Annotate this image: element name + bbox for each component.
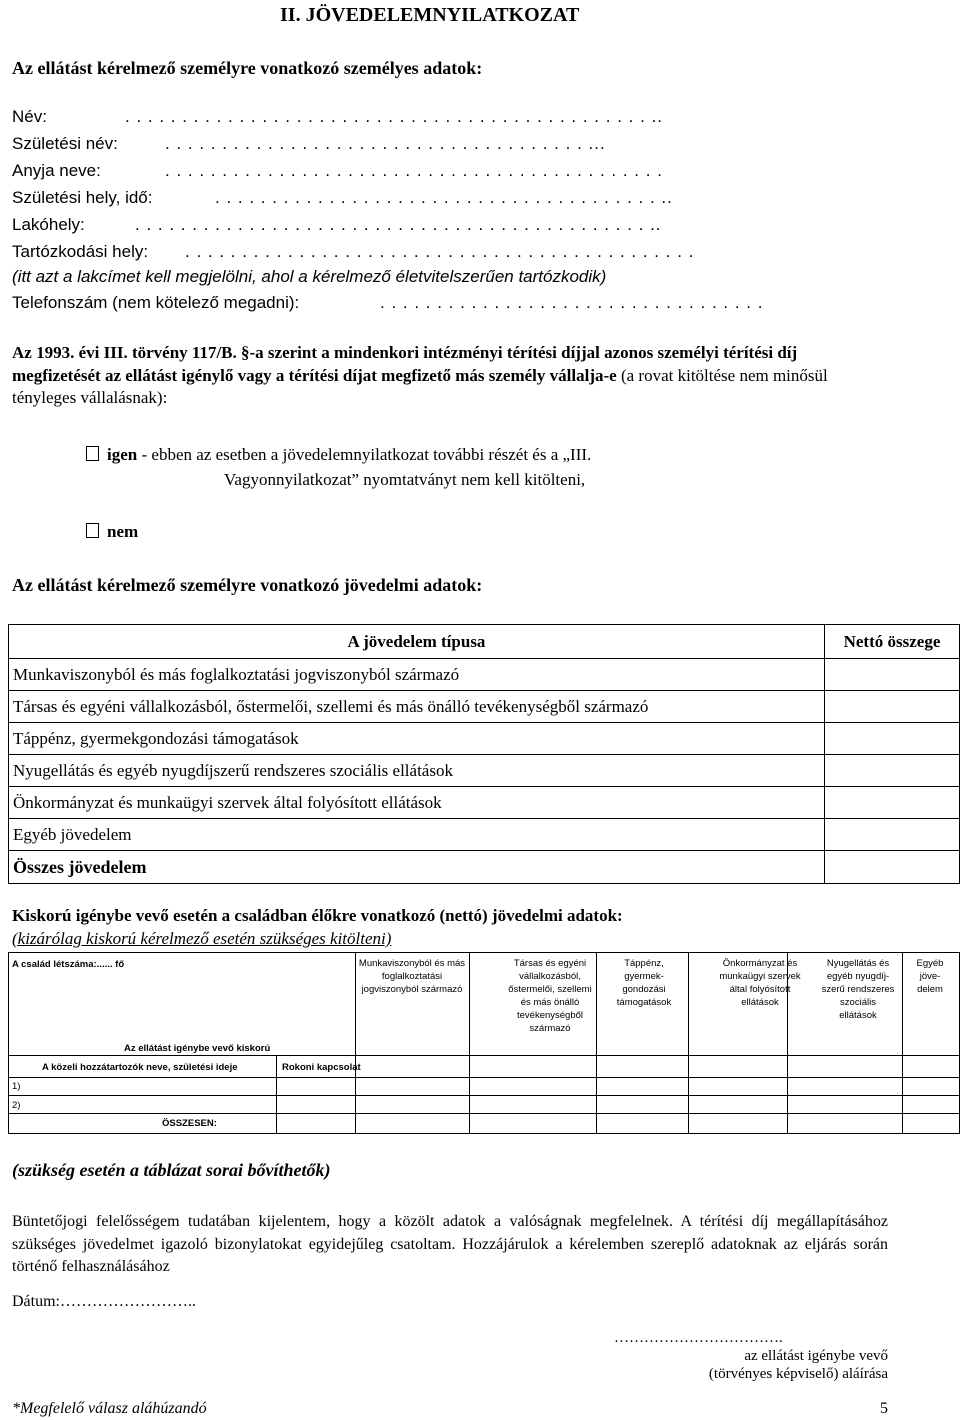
minor-heading: Kiskorú igénybe vevő esetén a családban élőkre vonatkozó (nettó) jövedelmi adatok:: [12, 906, 623, 925]
date-dots: ……………………..: [60, 1293, 196, 1310]
net-amount-cell[interactable]: [825, 723, 960, 755]
law-normal-text: (a rovat kitöltése nem minősül tényleges vállalásnak):: [12, 365, 828, 407]
birth-place-dots: . . . . . . . . . . . . . . . . . . . . . . . . . . . . . . . . . . . . . . . ..: [215, 188, 673, 207]
declaration-text: Büntetőjogi felelősségem tudatában kijelentem, hogy a közölt adatok a valóságnak megfelelnek. A térítési díj megállapításához szükséges jövedelmet igazoló bizonylatokat egyidejűleg csatoltam. Hozzájárulok a kérelemben szereplő adatoknak az eljárás során történő felhasználásához: [12, 1213, 888, 1275]
address-note: (itt azt a lakcímet kell megjelölni, ahol a kérelmező életvitelszerűen tartózkodik): [12, 267, 607, 286]
total-amount-cell[interactable]: [825, 851, 960, 884]
row-number-1: 1): [12, 1081, 21, 1092]
mother-name-dots: . . . . . . . . . . . . . . . . . . . . . . . . . . . . . . . . . . . . . . . . . . . .: [165, 161, 663, 180]
signature-line2: (törvényes képviselő) aláírása: [708, 1366, 888, 1382]
extend-note: (szükség esetén a táblázat sorai bővíthetők): [12, 1160, 331, 1180]
minor-col-pension: Nyugellátás és egyéb nyugdíj-szerű rendszeres szociális ellátások: [821, 958, 895, 1021]
mother-name-field[interactable]: [12, 160, 663, 181]
birth-place-field[interactable]: [12, 187, 673, 208]
birth-place-label: Születési hely, idő:: [12, 188, 153, 207]
row-number-2: 2): [12, 1100, 21, 1111]
net-amount-cell[interactable]: [825, 819, 960, 851]
no-label: nem: [107, 522, 139, 541]
net-amount-cell[interactable]: [825, 755, 960, 787]
signature-line1: az ellátást igénybe vevő: [744, 1348, 888, 1364]
residence-field[interactable]: [12, 214, 662, 235]
table-row: [9, 755, 960, 787]
mother-name-label: Anyja neve:: [12, 161, 101, 180]
net-amount-cell[interactable]: [825, 691, 960, 723]
minor-col-employment: Munkaviszonyból és más foglalkoztatási jogviszonyból származó: [358, 958, 466, 995]
income-type-cell: Munkaviszonyból és más foglalkoztatási jogviszonyból származó: [9, 659, 825, 691]
minor-total-label: ÖSSZESEN:: [162, 1118, 217, 1129]
relation-label: Rokoni kapcsolat: [282, 1062, 361, 1073]
table-row: [9, 691, 960, 723]
birth-name-label: Születési név:: [12, 134, 118, 153]
income-type-cell: Táppénz, gyermekgondozási támogatások: [9, 723, 825, 755]
yes-text: - ebben az esetben a jövedelemnyilatkozat további részét és a „III.: [137, 445, 592, 464]
income-type-cell: Önkormányzat és munkaügyi szervek által folyósított ellátások: [9, 787, 825, 819]
name-field[interactable]: [12, 106, 663, 127]
personal-data-heading: Az ellátást kérelmező személyre vonatkozó személyes adatok:: [12, 58, 483, 78]
law-paragraph: [12, 342, 847, 410]
table-row: [9, 723, 960, 755]
birth-name-field[interactable]: [12, 133, 606, 154]
household-unit: fő: [115, 959, 125, 970]
table-row: [9, 819, 960, 851]
option-no[interactable]: [86, 522, 138, 542]
household-size[interactable]: [12, 958, 124, 971]
name-dots: . . . . . . . . . . . . . . . . . . . . . . . . . . . . . . . . . . . . . . . . . . . . . . ..: [125, 107, 663, 126]
relatives-label: A közeli hozzátartozók neve, születési ideje: [42, 1062, 238, 1073]
net-amount-cell[interactable]: [825, 787, 960, 819]
income-type-cell: Egyéb jövedelem: [9, 819, 825, 851]
household-dots: ......: [96, 959, 113, 970]
phone-field[interactable]: [12, 292, 764, 313]
minor-col-enterprise: Társas és egyéni vállalkozásból, őstermelői, szellemi és más önálló tevékenységből származó: [508, 958, 592, 1034]
phone-dots: . . . . . . . . . . . . . . . . . . . . . . . . . . . . . . . . . .: [380, 293, 764, 312]
total-income-label: Összes jövedelem: [9, 851, 825, 884]
minor-col-municipal: Önkormányzat és munkaügyi szervek által folyósított ellátások: [719, 958, 801, 1008]
income-type-cell: Társas és egyéni vállalkozásból, őstermelői, szellemi és más önálló tevékenységből származó: [9, 691, 825, 723]
option-yes[interactable]: [86, 445, 591, 465]
stay-place-dots: . . . . . . . . . . . . . . . . . . . . . . . . . . . . . . . . . . . . . . . . . . . . .: [185, 242, 695, 261]
footnote: *Megfelelő válasz aláhúzandó: [12, 1400, 207, 1417]
income-type-cell: Nyugellátás és egyéb nyugdíjszerű rendszeres szociális ellátások: [9, 755, 825, 787]
date-field[interactable]: [12, 1293, 196, 1311]
page-title: II. JÖVEDELEMNYILATKOZAT: [280, 4, 580, 26]
page-number: 5: [880, 1400, 888, 1417]
income-heading: Az ellátást kérelmező személyre vonatkozó jövedelmi adatok:: [12, 575, 483, 595]
birth-name-dots: . . . . . . . . . . . . . . . . . . . . . . . . . . . . . . . . . . . . . ...: [165, 134, 606, 153]
table-row: [9, 659, 960, 691]
household-label: A család létszáma:: [12, 959, 97, 970]
minor-child-label: Az ellátást igénybe vevő kiskorú: [124, 1043, 271, 1054]
minor-col-other: Egyéb jöve-delem: [916, 958, 944, 995]
income-type-header: A jövedelem típusa: [9, 625, 825, 659]
income-table: [8, 624, 960, 884]
yes-text-continued: Vagyonnyilatkozat” nyomtatványt nem kell kitölteni,: [224, 470, 586, 489]
table-row: [9, 787, 960, 819]
signature-dots[interactable]: …………………………….: [614, 1330, 783, 1346]
income-header-row: [9, 625, 960, 659]
residence-label: Lakóhely:: [12, 215, 85, 234]
minor-subheading: (kizárólag kiskorú kérelmező esetén szükséges kitölteni): [12, 929, 392, 948]
net-amount-header: Nettó összege: [825, 625, 960, 659]
yes-checkbox[interactable]: [86, 446, 99, 461]
name-label: Név:: [12, 107, 47, 126]
stay-place-field[interactable]: [12, 241, 695, 262]
net-amount-cell[interactable]: [825, 659, 960, 691]
yes-label: igen: [107, 445, 138, 464]
phone-label: Telefonszám (nem kötelező megadni):: [12, 293, 300, 312]
date-label: Dátum:: [12, 1293, 60, 1310]
total-row: [9, 851, 960, 884]
residence-dots: . . . . . . . . . . . . . . . . . . . . . . . . . . . . . . . . . . . . . . . . . . . . . ..: [135, 215, 662, 234]
no-checkbox[interactable]: [86, 523, 99, 538]
stay-place-label: Tartózkodási hely:: [12, 242, 149, 261]
law-bold-text: Az 1993. évi III. törvény 117/B. §-a szerint a mindenkori intézményi térítési díjjal azonos személyi térítési díj megfizetését az ellátást igénylő vagy a térítési díjat megfizető más személy vállalja-e: [12, 343, 798, 385]
minor-col-sickpay: Táppénz, gyermek-gondozási támogatások: [616, 958, 672, 1008]
